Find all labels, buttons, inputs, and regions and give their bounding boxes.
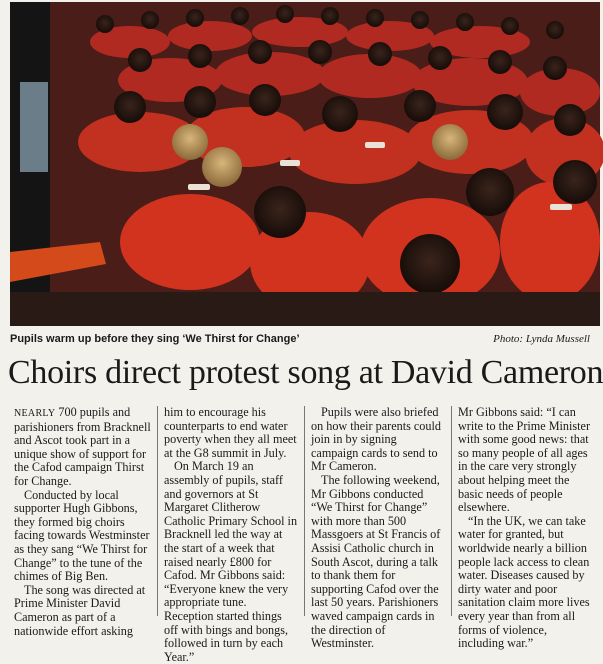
article-body: [10, 405, 598, 664]
paragraph: The song was directed at Prime Minister David Cameron as part of a nationwide effort asking: [14, 582, 146, 638]
article-column-1: [10, 405, 157, 638]
paragraph: “In the UK, we can take water for granted, but worldwide nearly a billion people lack access to clean water. Diseases caused by dirty water and poor sanitation claim more lives every year than from all forms of violence, including war.”: [458, 513, 590, 651]
paragraph: NEARLY 700 pupils and parishioners from Bracknell and Ascot took part in a unique show of support for the Cafod campaign Thirst for Change.: [14, 405, 151, 488]
lead-word: NEARLY: [14, 408, 56, 419]
paragraph: him to encourage his counterparts to end water poverty when they all meet at the G8 summit in July.: [164, 405, 297, 460]
photo-caption-row: [10, 331, 590, 347]
paragraph: Mr Gibbons said: “I can write to the Prime Minister with some good news: that so many people of all ages in the care very strongly about helping meet the basic needs of people elsewhere.: [458, 405, 591, 515]
article-column-2: [157, 405, 304, 664]
photo-credit: Photo: Lynda Mussell: [493, 333, 590, 345]
article-column-4: [451, 405, 598, 651]
choir-photo: [10, 2, 600, 326]
children-crowd-image: [10, 2, 600, 326]
headline: Choirs direct protest song at David Cameron: [8, 354, 603, 391]
paragraph: Pupils were also briefed on how their parents could join in by signing campaign cards to send to Mr Cameron.: [311, 405, 441, 474]
paragraph: On March 19 an assembly of pupils, staff and governors at St Margaret Clitherow Catholic Primary School in Bracknell led the way at the start of a week that raised nearly £800 for Cafod. Mr Gibbons said: “Everyone knew the very appropriate tune. Reception started things off with bings and bongs, followed in turn by each Year.”: [164, 459, 298, 664]
paragraph: Conducted by local supporter Hugh Gibbons, they formed big choirs facing towards Westminster as they sang “We Thirst for Change” to the tune of the chimes of Big Ben.: [14, 487, 150, 584]
photo-caption: Pupils warm up before they sing ‘We Thirst for Change’: [10, 333, 300, 345]
paragraph: The following weekend, Mr Gibbons conducted “We Thirst for Change” with more than 500 Massgoers at St Francis of Assisi Catholic church in South Ascot, during a talk to thank them for supporting Cafod over the last 50 years. Parishioners waved campaign cards in the direction of Westminster.: [311, 472, 441, 651]
article-column-3: [304, 405, 451, 651]
